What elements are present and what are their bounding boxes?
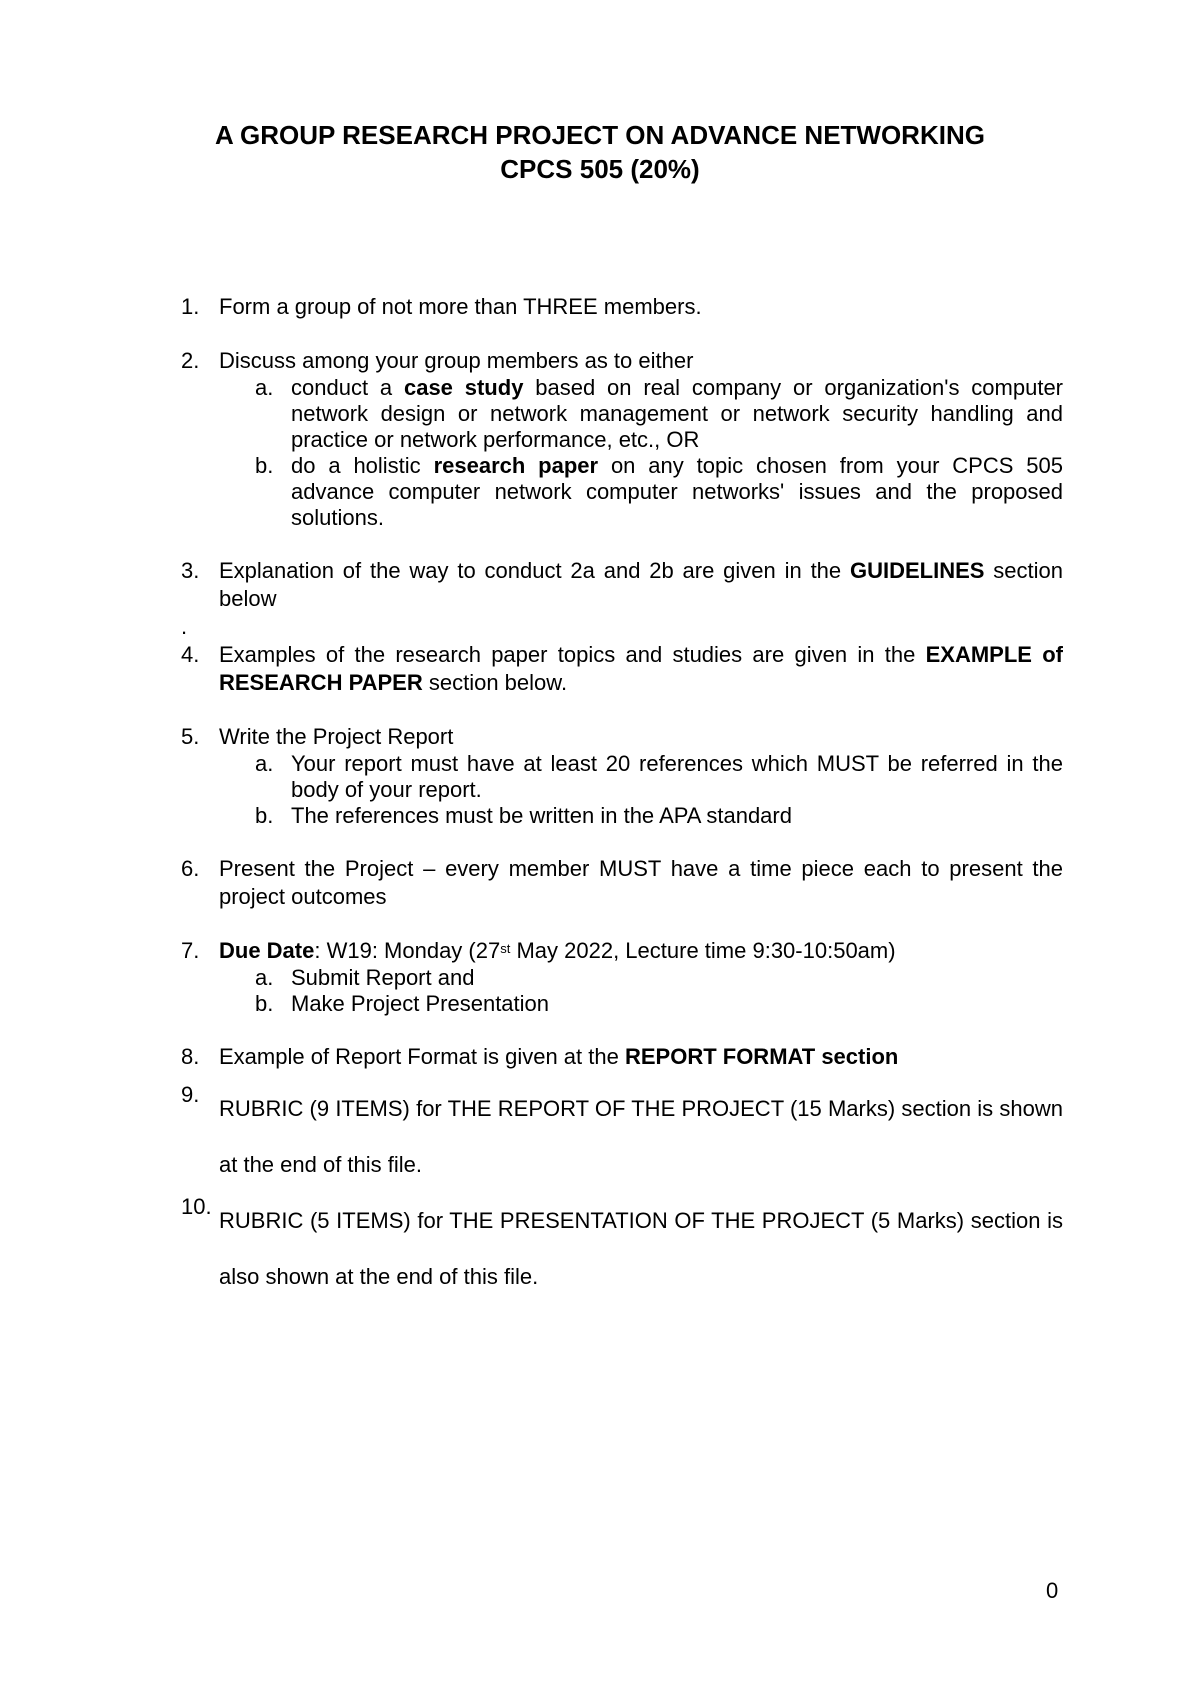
instruction-list bbox=[181, 293, 1063, 1305]
list-item-3 bbox=[181, 557, 1063, 613]
item-text: Examples of the research paper topics and studies are given in the EXAMPLE of RESEARCH PAPER section below. bbox=[219, 642, 1063, 695]
sub-item-7b bbox=[219, 991, 1063, 1017]
item-text: RUBRIC (5 ITEMS) for THE PRESENTATION OF THE PROJECT (5 Marks) section is also shown at the end of this file. bbox=[219, 1208, 1063, 1289]
item-number: 3. bbox=[181, 558, 200, 583]
item-text: Write the Project Report bbox=[219, 724, 454, 749]
sub-item-label: a. bbox=[255, 375, 274, 400]
sub-item-7a bbox=[219, 965, 1063, 991]
item-text: RUBRIC (9 ITEMS) for THE REPORT OF THE PROJECT (15 Marks) section is shown at the end of this file. bbox=[219, 1096, 1063, 1177]
item-number: 6. bbox=[181, 856, 200, 881]
item-number: 5. bbox=[181, 724, 200, 749]
title-line-2: CPCS 505 (20%) bbox=[500, 154, 700, 184]
item-text: Explanation of the way to conduct 2a and 2b are given in the GUIDELINES section below bbox=[219, 558, 1063, 611]
list-item-1 bbox=[181, 293, 1063, 321]
sub-item-label: a. bbox=[255, 751, 274, 776]
item-number: 7. bbox=[181, 938, 200, 963]
item-text: Example of Report Format is given at the REPORT FORMAT section bbox=[219, 1044, 899, 1069]
item-text: Due Date: W19: Monday (27st May 2022, Lecture time 9:30-10:50am) bbox=[219, 938, 896, 963]
item-text: Present the Project – every member MUST have a time piece each to present the project outcomes bbox=[219, 856, 1063, 909]
sub-item-text: Make Project Presentation bbox=[291, 991, 550, 1016]
sub-item-2b bbox=[219, 453, 1063, 531]
item-number: 2. bbox=[181, 348, 200, 373]
sub-item-text: The references must be written in the APA standard bbox=[291, 803, 792, 828]
sub-item-text: conduct a case study based on real company or organization's computer network design or network management or network security handling and practice or network performance, etc., OR bbox=[291, 375, 1064, 452]
page-number: 0 bbox=[1046, 1578, 1059, 1603]
list-item-7 bbox=[181, 937, 1063, 965]
list-item-8 bbox=[181, 1043, 1063, 1071]
item-number: 10. bbox=[181, 1194, 212, 1219]
item-number: 8. bbox=[181, 1044, 200, 1069]
list-item-10 bbox=[181, 1193, 1063, 1305]
item-number: 1. bbox=[181, 294, 200, 319]
sub-item-2a bbox=[219, 375, 1063, 453]
list-item-2 bbox=[181, 347, 1063, 375]
item-text: Discuss among your group members as to either bbox=[219, 348, 694, 373]
sub-item-text: do a holistic research paper on any topic chosen from your CPCS 505 advance computer network computer networks' issues and the proposed solutions. bbox=[291, 453, 1063, 530]
list-item-6 bbox=[181, 855, 1063, 911]
sub-item-text: Submit Report and bbox=[291, 965, 475, 990]
sub-item-5b bbox=[219, 803, 1063, 829]
document-title bbox=[0, 118, 1200, 186]
sub-item-5a bbox=[219, 751, 1063, 803]
sub-item-text: Your report must have at least 20 references which MUST be referred in the body of your report. bbox=[291, 751, 1063, 802]
list-item-5 bbox=[181, 723, 1063, 751]
title-line-1: A GROUP RESEARCH PROJECT ON ADVANCE NETWORKING bbox=[215, 120, 985, 150]
sub-item-label: b. bbox=[255, 453, 274, 478]
item-text: Form a group of not more than THREE members. bbox=[219, 294, 702, 319]
stray-dot: . bbox=[181, 614, 188, 639]
sub-item-label: b. bbox=[255, 991, 274, 1016]
sub-item-label: a. bbox=[255, 965, 274, 990]
sub-item-label: b. bbox=[255, 803, 274, 828]
list-item-9 bbox=[181, 1081, 1063, 1193]
item-number: 4. bbox=[181, 642, 200, 667]
list-item-4 bbox=[181, 641, 1063, 697]
item-number: 9. bbox=[181, 1082, 200, 1107]
